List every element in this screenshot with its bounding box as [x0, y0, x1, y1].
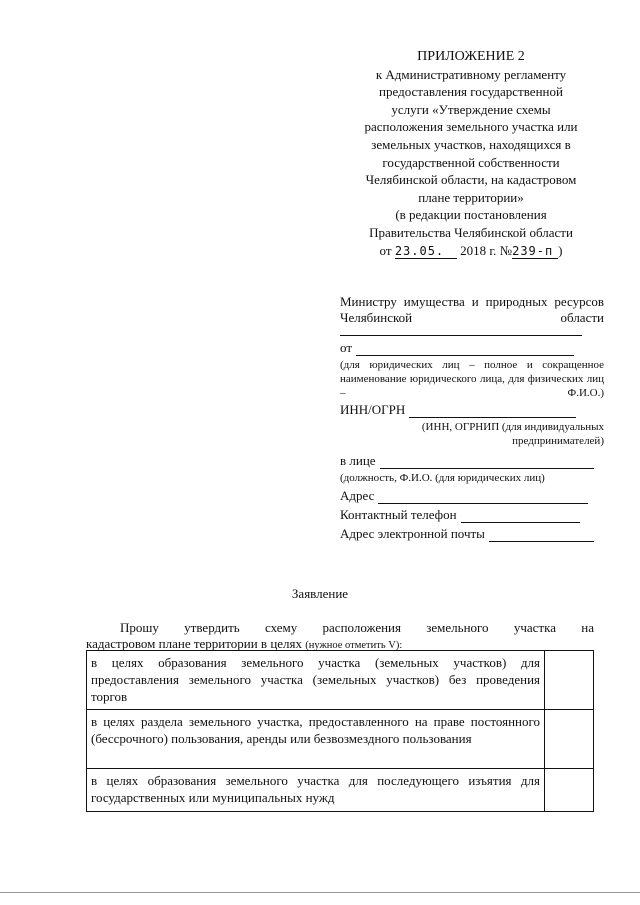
inn-row: [340, 402, 604, 418]
option-checkbox[interactable]: [545, 769, 594, 812]
appendix-line: услуги «Утверждение схемы: [391, 101, 551, 117]
from-field[interactable]: [356, 343, 574, 356]
decree-number: 239-п: [512, 245, 558, 259]
ministry-name: Министру имущества и природных ресурсов Челябинской области: [340, 294, 604, 325]
decree-date-line: [336, 242, 606, 260]
appendix-header: [336, 48, 606, 259]
email-label: Адрес электронной почты: [340, 526, 485, 541]
email-row: [340, 526, 604, 542]
from-row: [340, 340, 604, 356]
ministry-underline: [340, 334, 582, 336]
person-row: [340, 453, 604, 469]
appendix-line: земельных участков, находящихся в: [371, 136, 571, 152]
inn-field[interactable]: [409, 405, 576, 418]
inn-hint: (ИНН, ОГРНИП (для индивидуальных предпринимателей): [421, 421, 604, 447]
phone-field[interactable]: [461, 510, 580, 523]
option-row: [87, 769, 594, 812]
appendix-line: Правительства Челябинской области: [369, 224, 573, 240]
address-label: Адрес: [340, 488, 375, 503]
address-row: [340, 488, 604, 504]
appendix-line: Челябинской области, на кадастровом: [365, 172, 577, 188]
option-row: [87, 710, 594, 769]
decree-date: 23.05.: [395, 245, 457, 259]
option-text: в целях образования земельного участка (земельных участков) для предоставления земельного участка (земельных участков) без проведения торгов: [87, 651, 545, 710]
appendix-title: ПРИЛОЖЕНИЕ 2: [417, 49, 525, 64]
option-checkbox[interactable]: [545, 710, 594, 769]
request-text: [86, 620, 594, 654]
appendix-line: государственной собственности: [382, 154, 560, 170]
option-row: [87, 651, 594, 710]
phone-label: Контактный телефон: [340, 507, 457, 522]
document-title: Заявление: [291, 586, 349, 601]
date-prefix: от: [379, 242, 392, 258]
inn-label: ИНН/ОГРН: [340, 402, 406, 417]
person-hint: (должность, Ф.И.О. (для юридических лиц): [340, 472, 545, 484]
address-field[interactable]: [378, 491, 588, 504]
decree-year: 2018 г. №: [460, 242, 513, 258]
from-hint: (для юридических лиц – полное и сокращенное наименование юридического лица, для физических лиц – Ф.И.О.): [340, 359, 604, 399]
request-line-1: Прошу утвердить схему расположения земельного участка на: [120, 620, 594, 635]
appendix-line: расположения земельного участка или: [364, 119, 578, 135]
request-line-2-main: кадастровом плане территории в целях: [86, 636, 303, 651]
option-text: в целях образования земельного участка для последующего изъятия для государственных или муниципальных нужд: [87, 769, 545, 812]
person-field[interactable]: [380, 456, 594, 469]
option-checkbox[interactable]: [545, 651, 594, 710]
appendix-line: к Административному регламенту: [375, 66, 567, 82]
appendix-line: (в редакции постановления: [395, 207, 547, 223]
page-edge-line: [0, 892, 640, 893]
person-label: в лице: [340, 453, 376, 468]
closing-paren: ): [558, 242, 563, 258]
from-label: от: [340, 340, 353, 355]
option-text: в целях раздела земельного участка, предоставленного на праве постоянного (бессрочного) пользования, аренды или безвозмездного пользования: [87, 710, 545, 769]
addressee-block: [340, 294, 604, 542]
appendix-line: предоставления государственной: [379, 84, 563, 100]
email-field[interactable]: [489, 529, 594, 542]
phone-row: [340, 507, 604, 523]
request-note: (нужное отметить V):: [305, 640, 403, 651]
appendix-line: плане территории»: [418, 189, 524, 205]
purpose-options-table: [86, 650, 594, 812]
